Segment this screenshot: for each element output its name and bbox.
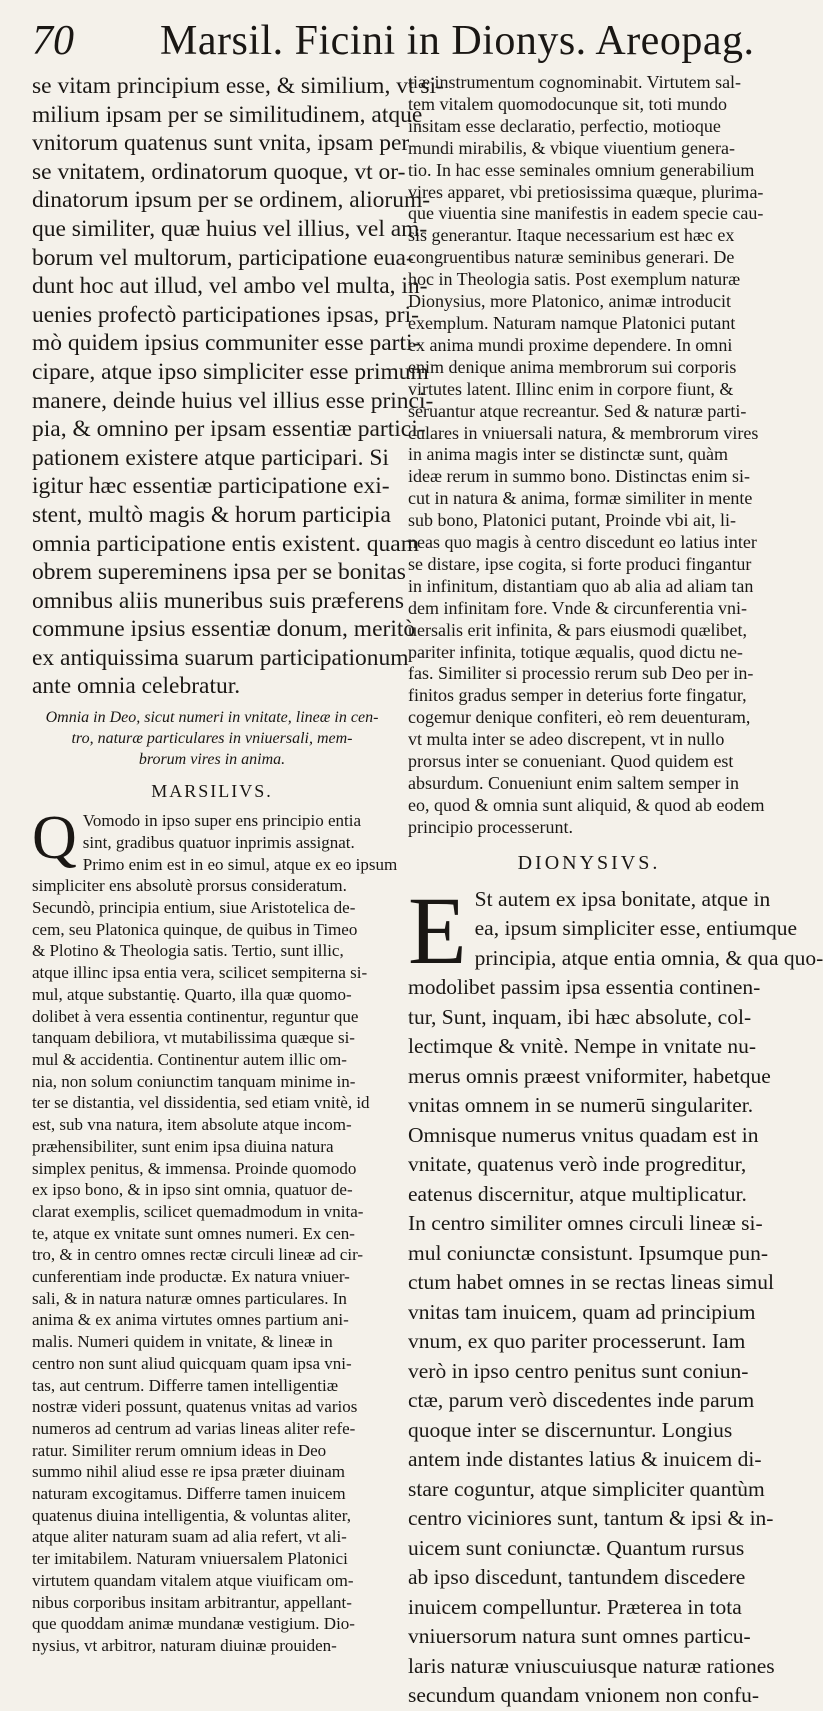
text-line: numeros ad centrum ad varias lineas aliter refe- [32,1418,356,1438]
text-line: in anima magis inter se distinctæ sunt, quàm [408,444,728,465]
text-line: simplex penitus, & immensa. Proinde quomodo [32,1158,357,1178]
text-line: eo, quod & omnia sunt aliquid, & quod ab eodem [408,794,765,815]
text-line: ideæ rerum in summo bono. Distinctas enim si- [408,466,750,487]
text-line: nia, non solum coniunctim tanquam minime in- [32,1071,356,1091]
text-line: ex antiquissima suarum participationum [32,644,409,671]
text-line: St autem ex ipsa bonitate, atque in [474,886,771,911]
text-line: dinatorum ipsum per se ordinem, aliorum- [32,187,431,214]
text-line: nostræ videri possunt, quatenus vnitas ad varios [32,1397,358,1417]
text-line: antem inde distantes latius & inuicem di- [408,1447,762,1472]
text-line: tem vitalem quomodocunque sit, toti mundo [408,93,727,114]
section-heading-marsilius: MARSILIVS. [151,781,273,802]
text-line: Vomodo in ipso super ens principio entia [82,811,362,831]
marsilius-commentary [32,804,398,1656]
text-line: pariter infinita, totique æqualis, quod dictu ne- [408,641,743,662]
text-line: tro, naturæ particulares in vniuersali, mem- [71,730,353,748]
text-line: centro non sunt aliud quicquam quam ipsa vni- [32,1353,352,1373]
text-line: stent, multò magis & horum participia [32,501,391,528]
text-line: inuicem compelluntur. Præterea in tota [408,1594,742,1619]
text-line: tur, Sunt, inquam, ibi hæc absolute, col- [408,1004,752,1029]
text-line: cogemur denique confiteri, eò rem deuenturam, [408,707,751,728]
text-line: se vnitatem, ordinatorum quoque, vt or- [32,158,406,185]
text-line: te, atque ex vnitate sunt omnes numeri. Ex cen- [32,1223,355,1243]
text-line: cem, seu Platonica quinque, de quibus in Timeo [32,919,358,939]
text-line: ex ipso bono, & in ipso sint omnia, quatuor de- [32,1180,353,1200]
dionysius-text [408,876,823,1711]
text-line: atque illinc ipsa entia vera, scilicet sempiterna si- [32,963,368,983]
text-line: merus omnis præest vniformiter, habetque [408,1063,771,1088]
text-line: summo nihil aliud esse re ipsa præter diuinam [32,1462,346,1482]
text-line: omnibus aliis muneribus suis præferens [32,587,405,614]
section-heading-dionysius: DIONYSIVS. [517,851,661,874]
text-line: ter imitabilem. Naturam vniuersalem Platonici [32,1549,348,1569]
text-line: mul coniunctæ consistunt. Ipsumque pun- [408,1240,769,1265]
text-line: sis generantur. Itaque necessarium est hæc ex [408,225,735,246]
text-line: insitam esse declaratio, perfectio, motioque [408,115,721,136]
text-line: ratur. Similiter rerum omnium ideas in Deo [32,1440,327,1460]
text-line: que viuentia sine manifestis in eadem specie cau- [408,203,764,224]
text-line: pia, & omnino per ipsam essentiæ partici- [32,416,426,443]
text-line: vnum, ex quo pariter processerunt. Iam [408,1329,746,1354]
text-line: sali, & in natura naturæ omnes particulares. In [32,1288,347,1308]
text-line: mundi mirabilis, & vbique viuentium genera- [408,137,735,158]
text-line: congruentibus naturæ seminibus generari. De [408,247,735,268]
text-line: commune ipsius essentiæ donum, meritò [32,616,416,643]
text-line: vnitas omnem in se numerū singulariter. [408,1093,754,1118]
text-line: dunt hoc aut illud, vel ambo vel multa, in- [32,273,428,300]
text-line: prorsus inter se conueniant. Quod quidem est [408,751,734,772]
text-line: atque aliter naturam suam ad alia refert, vt ali- [32,1527,347,1547]
drop-cap-e: E [408,876,467,984]
text-line: dem infinitam fore. Vnde & circunferentia vni- [408,597,748,618]
text-line: ex anima mundi proxime dependere. In omni [408,334,733,355]
text-line: manere, deinde huius vel illius esse princi- [32,387,434,414]
text-line: laris naturæ vniuscuiusque naturæ rationes [408,1653,775,1678]
text-line: Omnisque numerus vnitus quadam est in [408,1122,759,1147]
text-line: igitur hæc essentiæ participatione exi- [32,473,390,500]
text-line: in infinitum, distantiam quo ab alia ad aliam tan [408,575,754,596]
text-line: tanquam debiliora, vt mutabilissima quæque si- [32,1028,355,1048]
text-line: exemplum. Naturam namque Platonici putant [408,312,736,333]
text-line: ctæ, parum verò discedentes inde parum [408,1388,755,1413]
text-line: simpliciter ens absolutè prorsus consideratum. [32,876,347,896]
text-line: vnitate, quatenus verò inde progreditur, [408,1152,747,1177]
text-line: Primo enim est in eo simul, atque ex eo ipsum [82,854,398,874]
text-line: omnia participatione entis existent. quam [32,530,419,557]
text-line: virtutes latent. Illinc enim in corpore fiunt, & [408,378,734,399]
text-line: uicem sunt coniunctæ. Quantum rursus [408,1535,745,1560]
text-line: quatenus diuina intelligentia, & voluntas aliter, [32,1505,351,1525]
text-line: tas, aut centrum. Differre tamen intelligentiæ [32,1375,339,1395]
text-line: ab ipso discedunt, tantundem discedere [408,1565,746,1590]
text-line: ea, ipsum simpliciter esse, entiumque [474,916,798,941]
text-line: nysius, vt arbitror, naturam diuinæ prouiden- [32,1635,337,1655]
text-line: vnitorum quatenus sunt vnita, ipsam per [32,130,410,157]
marginal-caption [32,707,392,770]
text-line: dolibet à vera essentia continentur, reguntur que [32,1006,359,1026]
text-line: In centro similiter omnes circuli lineæ si- [408,1211,763,1236]
text-line: Secundò, principia entium, siue Aristotelica de- [32,898,356,918]
text-line: se vitam principium esse, & similium, vt si- [32,73,444,99]
text-line: ctum habet omnes in se rectas lineas simul [408,1270,775,1295]
text-line: anima & ex anima virtutes omnes partium ani- [32,1310,349,1330]
text-line: virtutem quandam vitalem atque viuificam om- [32,1570,354,1590]
text-line: milium ipsam per se similitudinem, atque [32,101,423,128]
text-line: se distare, ipse cogita, si forte produci fingantur [408,553,752,574]
text-line: secundum quandam vnionem non confu- [408,1683,760,1708]
text-line: sint, gradibus quatuor inprimis assignat. [82,832,355,852]
text-line: vniuersorum natura sunt omnes particu- [408,1624,751,1649]
text-line: centro viciniores sunt, tantum & ipsi & in- [408,1506,774,1531]
text-line: verò in ipso centro penitus sunt coniun- [408,1358,749,1383]
text-line: finitos gradus semper in deterius forte fingatur, [408,685,747,706]
text-line: Omnia in Deo, sicut numeri in vnitate, lineæ in cen- [45,709,379,727]
text-line: quoque inter se discernuntur. Longius [408,1417,733,1442]
left-column [32,72,444,1657]
text-line: pationem existere atque participari. Si [32,444,389,471]
text-line: enim denique anima membrorum sui corporis [408,356,737,377]
text-line: mul & accidentia. Continentur autem illic om- [32,1050,347,1069]
text-line: cut in natura & anima, formæ similiter in mente [408,488,753,509]
text-line: tiæ instrumentum cognominabit. Virtutem sal- [408,72,742,92]
text-line: absurdum. Conueniunt enim saltem semper in [408,773,739,793]
right-top-text [408,72,770,839]
text-line: Dionysius, more Platonico, animæ introducit [408,291,731,312]
text-line: culares in vniuersali natura, & membrorum vires [408,422,759,443]
text-line: mul, atque substantię. Quarto, illa quæ quomo- [32,984,352,1004]
text-line: clarat exemplis, scilicet quemadmodum in vnita- [32,1201,364,1221]
text-line: ante omnia celebratur. [32,673,241,700]
text-line: sub bono, Platonici putant, Proinde vbi ait, li- [408,510,736,531]
text-line: eatenus discernitur, atque multiplicatur. [408,1181,747,1206]
text-line: uenies profectò participationes ipsas, pri- [32,301,419,328]
text-line: seruantur atque recreantur. Sed & naturæ parti- [408,400,747,421]
text-line: malis. Numeri quidem in vnitate, & lineæ in [32,1332,333,1352]
text-line: est, sub vna natura, item absolute atque incom- [32,1115,352,1135]
text-line: borum vel multorum, participatione eua- [32,244,414,271]
text-line: & Plotino & Theologia satis. Tertio, sunt illic, [32,941,344,961]
text-line: uersalis erit infinita, & pars eiusmodi quælibet, [408,619,747,640]
text-line: nibus corporibus insitam arbitrantur, appellant- [32,1592,352,1612]
page-header [30,12,770,68]
text-line: obrem supereminens ipsa per se bonitas [32,559,406,586]
text-line: principia, atque entia omnia, & qua quo- [474,945,823,970]
text-line: tro, & in centro omnes rectæ circuli lineæ ad cir- [32,1245,364,1265]
left-top-text [32,72,444,701]
text-line: neas quo magis à centro discedunt eo latius inter [408,532,757,553]
text-line: ter se distantia, vel dissidentia, sed etiam vnitè, id [32,1093,370,1113]
right-column [408,72,823,1711]
text-line: cunferentiam inde productæ. Ex natura vniuer- [32,1267,350,1287]
page-number: 70 [32,18,74,64]
text-line: brorum vires in anima. [138,751,286,769]
drop-cap-q: Q [32,804,77,873]
text-line: naturam excogitamus. Differre tamen inuicem [32,1484,346,1504]
text-line: præhensibiliter, sunt enim ipsa diuina natura [32,1136,334,1156]
text-line: vires apparet, vbi pretiosissima quæque, plurima- [408,181,764,202]
text-line: que quoddam animæ mundanæ vestigium. Dio- [32,1614,355,1634]
text-line: tio. In hac esse seminales omnium generabilium [408,159,755,180]
text-line: vt multa inter se adeo discrepent, vt in nullo [408,729,725,750]
text-line: principio processerunt. [408,816,573,837]
text-line: hoc in Theologia satis. Post exemplum naturæ [408,269,741,290]
text-line: mò quidem ipsius communiter esse parti- [32,330,421,357]
text-line: vnitas tam inuicem, quam ad principium [408,1299,756,1324]
text-line: stare coguntur, atque simpliciter quantùm [408,1476,765,1501]
text-line: cipare, atque ipso simpliciter esse primum [32,358,429,385]
text-line: que similiter, quæ huius vel illius, vel am- [32,215,428,242]
text-line: modolibet passim ipsa essentia continen- [408,975,761,1000]
text-line: fas. Similiter si processio rerum sub Deo per in- [408,663,754,684]
text-line: lectimque & vnitè. Nempe in vnitate nu- [408,1034,757,1059]
running-title: Marsil. Ficini in Dionys. Areopag. [160,18,755,64]
